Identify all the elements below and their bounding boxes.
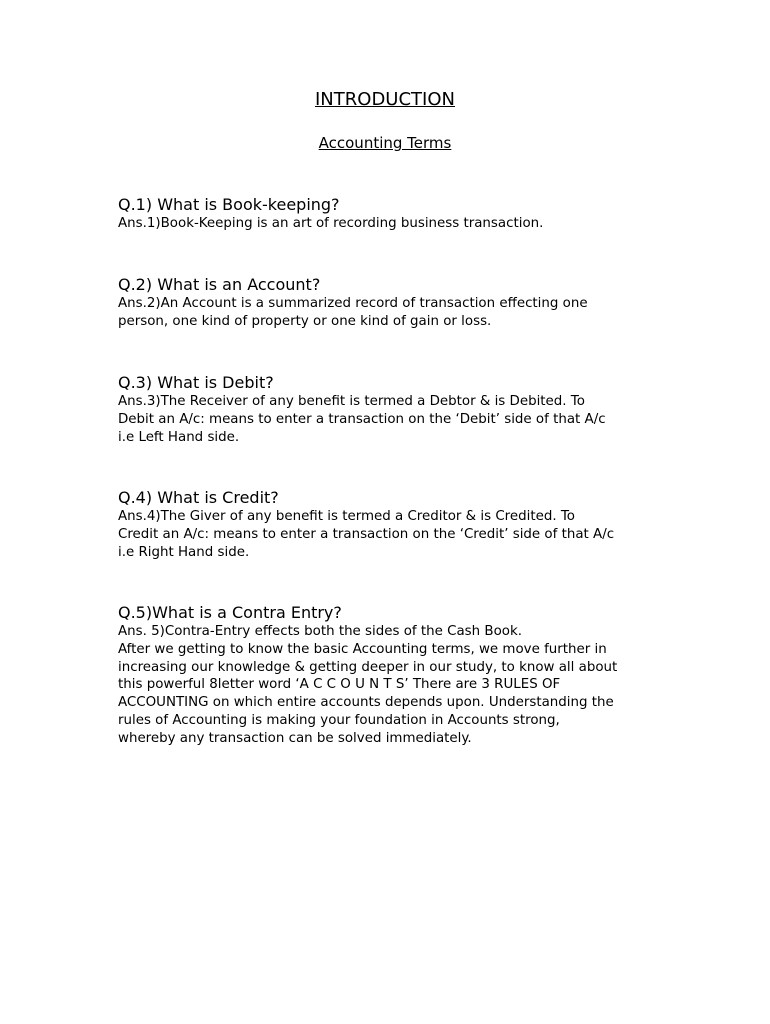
qa-block-2 [118,275,663,331]
question-3: Q.3) What is Debit? [118,373,274,392]
answer-2 [118,295,663,331]
question-2: Q.2) What is an Account? [118,275,321,294]
answer-line: ACCOUNTING on which entire accounts depends upon. Understanding the [118,695,614,711]
answer-line: rules of Accounting is making your foundation in Accounts strong, [118,712,560,728]
answer-line: person, one kind of property or one kind of gain or loss. [118,313,492,329]
answer-line: Ans. 5)Contra-Entry effects both the sides of the Cash Book. [118,624,522,639]
question-1: Q.1) What is Book-keeping? [118,195,340,214]
answer-line: Credit an A/c: means to enter a transaction on the ‘Credit’ side of that A/c [118,526,615,542]
answer-line: i.e Left Hand side. [118,429,240,445]
answer-line: Ans.2)An Account is a summarized record of transaction effecting one [118,296,588,311]
answer-1 [118,215,663,233]
page-subtitle: Accounting Terms [318,134,452,152]
answer-line: whereby any transaction can be solved immediately. [118,730,472,746]
question-4: Q.4) What is Credit? [118,488,279,507]
answer-line: this powerful 8letter word ‘A C C O U N T S’ There are 3 RULES OF [118,677,561,693]
answer-3 [118,393,663,446]
answer-line: Ans.1)Book-Keeping is an art of recording business transaction. [118,216,544,231]
answer-line: Ans.3)The Receiver of any benefit is termed a Debtor & is Debited. To [118,394,585,409]
qa-block-3 [118,373,663,446]
page-title: INTRODUCTION [315,89,455,110]
answer-5 [118,623,663,748]
qa-block-1 [118,195,663,233]
answer-line: After we getting to know the basic Accounting terms, we move further in [118,641,607,657]
answer-4 [118,508,663,561]
question-5: Q.5)What is a Contra Entry? [118,603,342,622]
qa-block-4 [118,488,663,561]
answer-line: increasing our knowledge & getting deeper in our study, to know all about [118,659,618,675]
qa-block-5 [118,603,663,748]
answer-line: Debit an A/c: means to enter a transaction on the ‘Debit’ side of that A/c [118,411,606,427]
answer-line: Ans.4)The Giver of any benefit is termed a Creditor & is Credited. To [118,509,575,524]
answer-line: i.e Right Hand side. [118,544,250,560]
